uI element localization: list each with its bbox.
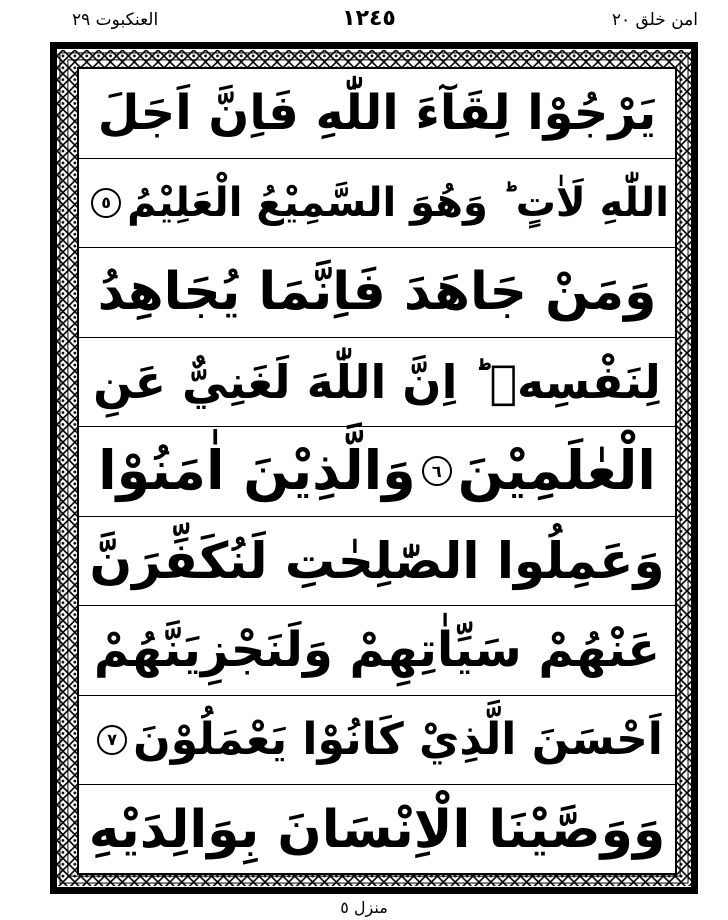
line-text: اللّٰهِ لَاٰتٍ ؕ وَهُوَ السَّمِيْعُ الْعَلِيْمُ <box>127 179 669 226</box>
line-5 <box>79 427 675 517</box>
ayah-number-marker: ٦ <box>422 456 452 486</box>
line-8 <box>79 696 675 786</box>
manzil-footer: منزل ٥ <box>340 898 388 917</box>
line-text: اَحْسَنَ الَّذِيْ كَانُوْا يَعْمَلُوْنَ <box>133 713 663 765</box>
text-panel <box>77 67 677 875</box>
page-number: ١٢٤٥ <box>342 6 396 31</box>
line-3 <box>79 248 675 338</box>
ayah-number-marker: ٥ <box>91 188 121 218</box>
surah-name: العنکبوت ٢٩ <box>72 10 159 30</box>
line-1 <box>79 69 675 159</box>
ayah-number-marker: ٧ <box>97 725 127 755</box>
line-text: وَمَنْ جَاهَدَ فَاِنَّمَا يُجَاهِدُ <box>97 262 657 323</box>
line-6 <box>79 517 675 607</box>
line-9 <box>79 785 675 875</box>
line-4 <box>79 338 675 428</box>
page-border-frame <box>50 42 698 894</box>
line-text: عَنْهُمْ سَيِّاٰتِهِمْ وَلَنَجْزِيَنَّهُمْ <box>93 622 661 679</box>
line-text: وَالَّذِيْنَ اٰمَنُوْا <box>98 439 416 503</box>
line-text: الْعٰلَمِيْنَ <box>457 439 656 503</box>
juz-name: امن خلق ٢٠ <box>611 10 698 30</box>
line-7 <box>79 606 675 696</box>
line-text: يَرْجُوْا لِقَآءَ اللّٰهِ فَاِنَّ اَجَلَ <box>97 85 657 142</box>
page-header <box>0 6 728 36</box>
line-2 <box>79 159 675 249</box>
line-text: وَعَمِلُوا الصّٰلِحٰتِ لَنُكَفِّرَنَّ <box>89 531 665 590</box>
line-text: لِنَفْسِهٖ ؕ اِنَّ اللّٰهَ لَغَنِيٌّ عَنِ <box>93 354 661 409</box>
line-text: وَوَصَّيْنَا الْاِنْسَانَ بِوَالِدَيْهِ <box>88 799 666 860</box>
